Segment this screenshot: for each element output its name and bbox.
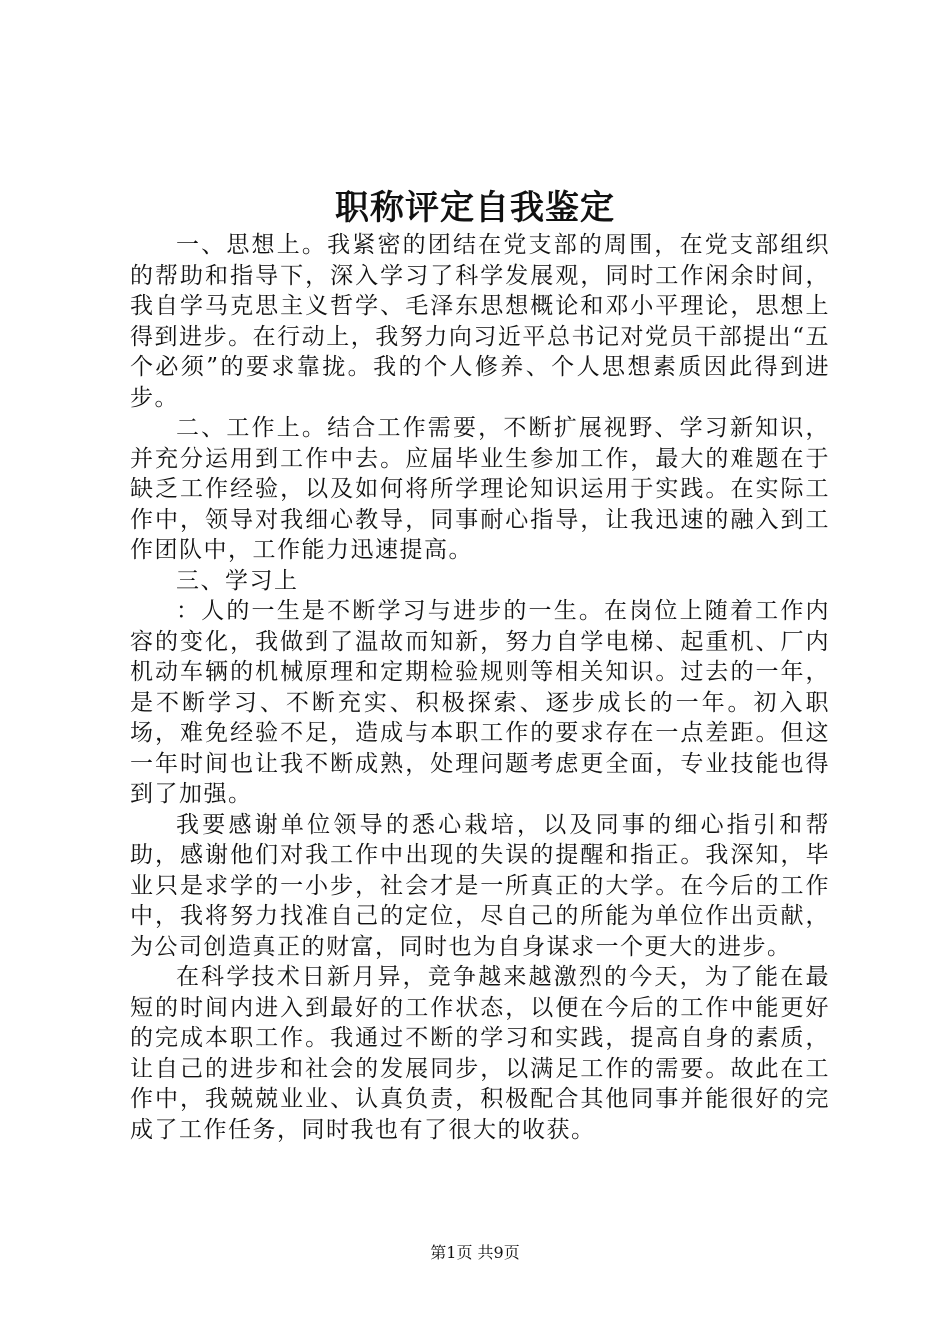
paragraph-thought: 一、思想上。我紧密的团结在党支部的周围，在党支部组织的帮助和指导下，深入学习了科学发展观，同时工作闲余时间，我自学马克思主义哲学、毛泽东思想概论和邓小平理论，思想上得到进步。在行动上，我努力向习近平总书记对党员干部提出“五个必须”的要求靠拢。我的个人修养、个人思想素质因此得到进步。 <box>130 232 830 411</box>
paragraph-thanks: 我要感谢单位领导的悉心栽培，以及同事的细心指引和帮助，感谢他们对我工作中出现的失误的提醒和指正。我深知，毕业只是求学的一小步，社会才是一所真正的大学。在今后的工作中，我将努力找准自己的定位，尽自己的所能为单位作出贡献，为公司创造真正的财富，同时也为自身谋求一个更大的进步。 <box>130 811 830 960</box>
document-body <box>130 230 830 1145</box>
paragraph-study-heading: 三、学习上 <box>176 567 299 594</box>
document-title: 职称评定自我鉴定 <box>335 188 615 228</box>
page-footer: 第1页 共9页 <box>430 1243 520 1262</box>
paragraph-study: ：人的一生是不断学习与进步的一生。在岗位上随着工作内容的变化，我做到了温故而知新，努力自学电梯、起重机、厂内机动车辆的机械原理和定期检验规则等相关知识。过去的一年，是不断学习、不断充实、积极探索、逐步成长的一年。初入职场，难免经验不足，造成与本职工作的要求存在一点差距。但这一年时间也让我不断成熟，处理问题考虑更全面，专业技能也得到了加强。 <box>130 598 830 807</box>
paragraph-conclusion: 在科学技术日新月异，竞争越来越激烈的今天，为了能在最短的时间内进入到最好的工作状态，以便在今后的工作中能更好的完成本职工作。我通过不断的学习和实践，提高自身的素质，让自己的进步和社会的发展同步，以满足工作的需要。故此在工作中，我兢兢业业、认真负责，积极配合其他同事并能很好的完成了工作任务，同时我也有了很大的收获。 <box>130 964 830 1143</box>
paragraph-work: 二、工作上。结合工作需要，不断扩展视野、学习新知识，并充分运用到工作中去。应届毕业生参加工作，最大的难题在于缺乏工作经验，以及如何将所学理论知识运用于实践。在实际工作中，领导对我细心教导，同事耐心指导，让我迅速的融入到工作团队中，工作能力迅速提高。 <box>130 415 830 563</box>
